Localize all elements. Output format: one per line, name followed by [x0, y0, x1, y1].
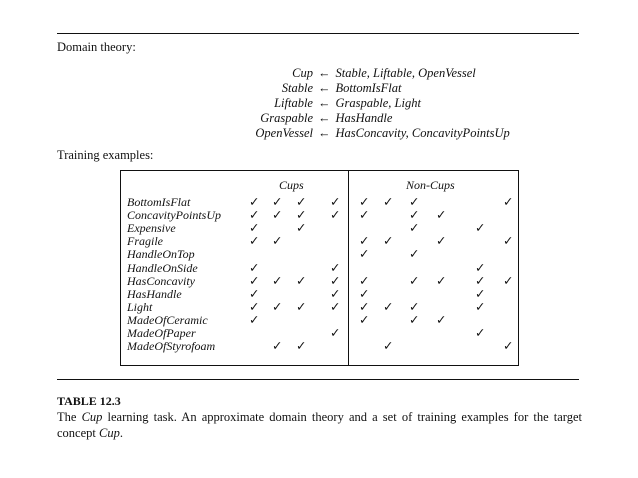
noncup-check-icon: ✓ [359, 246, 370, 262]
attribute-label: Expensive [127, 221, 176, 236]
noncup-check-icon: ✓ [383, 233, 394, 249]
caption-title: TABLE 12.3 [57, 394, 121, 408]
noncup-check-icon: ✓ [359, 272, 370, 288]
noncup-check-icon: ✓ [475, 220, 486, 236]
noncup-check-icon: ✓ [359, 207, 370, 223]
cup-check-icon: ✓ [296, 298, 307, 314]
cup-check-icon: ✓ [272, 233, 283, 249]
cup-check-icon: ✓ [296, 207, 307, 223]
cup-check-icon: ✓ [296, 194, 307, 209]
attribute-label: HasConcavity [127, 273, 195, 288]
theory-rule [150, 126, 570, 141]
theory-rule [150, 81, 570, 96]
noncup-check-icon: ✓ [409, 207, 420, 223]
caption-cup-term: Cup [81, 410, 103, 424]
caption-text [57, 409, 582, 441]
domain-theory-rules [150, 66, 570, 141]
cup-check-icon: ✓ [330, 298, 341, 314]
left-arrow-icon: ← [318, 111, 331, 125]
attribute-label: MadeOfPaper [127, 326, 196, 340]
noncup-check-icon: ✓ [503, 338, 514, 354]
cup-check-icon: ✓ [249, 285, 260, 301]
rule-head: Cup [292, 66, 313, 80]
noncups-header: Non-Cups [406, 178, 455, 192]
noncup-check-icon: ✓ [436, 272, 447, 288]
noncup-check-icon: ✓ [409, 272, 420, 288]
noncup-check-icon: ✓ [359, 285, 370, 301]
rule-head: OpenVessel [255, 126, 313, 140]
noncup-check-icon: ✓ [503, 272, 514, 288]
cup-check-icon: ✓ [249, 220, 260, 236]
noncup-check-icon: ✓ [475, 259, 486, 275]
theory-rule [150, 66, 570, 81]
cup-check-icon: ✓ [272, 194, 283, 209]
cup-check-icon: ✓ [249, 194, 260, 209]
rule-head: Graspable [260, 111, 313, 125]
cup-check-icon: ✓ [330, 207, 341, 223]
noncup-check-icon: ✓ [359, 298, 370, 314]
noncup-check-icon: ✓ [436, 207, 447, 223]
noncup-check-icon: ✓ [359, 311, 370, 327]
rule-head: Liftable [274, 96, 313, 110]
rule-head: Stable [281, 81, 313, 95]
attribute-label: HandleOnTop [127, 247, 195, 262]
theory-rule [150, 96, 570, 111]
attribute-label: Light [127, 299, 153, 314]
attribute-label: HandleOnSide [127, 260, 198, 275]
attribute-label: MadeOfStyrofoam [127, 339, 216, 354]
cup-check-icon: ✓ [272, 272, 283, 288]
cup-check-icon: ✓ [249, 298, 260, 314]
rule-body: BottomIsFlat [335, 81, 402, 95]
noncup-check-icon: ✓ [475, 298, 486, 314]
noncup-check-icon: ✓ [383, 338, 394, 354]
noncup-check-icon: ✓ [383, 194, 394, 209]
noncup-check-icon: ✓ [409, 220, 420, 236]
cup-check-icon: ✓ [330, 259, 341, 275]
cup-check-icon: ✓ [296, 272, 307, 288]
attribute-label: HasHandle [127, 286, 182, 301]
cups-header: Cups [279, 178, 304, 192]
caption-text-c: . [119, 426, 123, 440]
cup-check-icon: ✓ [330, 272, 341, 288]
noncup-check-icon: ✓ [409, 311, 420, 327]
cup-check-icon: ✓ [296, 338, 307, 354]
rule-body: HasHandle [335, 111, 393, 125]
cup-check-icon: ✓ [296, 220, 307, 236]
noncup-check-icon: ✓ [436, 233, 447, 249]
rule-body: Stable, Liftable, OpenVessel [335, 66, 476, 80]
rule-body: HasConcavity, ConcavityPointsUp [335, 126, 510, 140]
cup-check-icon: ✓ [249, 272, 260, 288]
caption-text-b: learning task. An approximate domain theory and a set of training examples for the target concept [57, 410, 582, 440]
noncup-check-icon: ✓ [503, 194, 514, 209]
noncup-check-icon: ✓ [503, 233, 514, 249]
noncup-check-icon: ✓ [359, 233, 370, 249]
noncup-check-icon: ✓ [359, 194, 370, 209]
attribute-label: ConcavityPointsUp [127, 208, 221, 223]
rule-body: Graspable, Light [335, 96, 421, 110]
noncup-check-icon: ✓ [409, 298, 420, 314]
bottom-rule [57, 379, 579, 380]
noncup-check-icon: ✓ [383, 298, 394, 314]
left-arrow-icon: ← [318, 126, 331, 140]
caption-cup-term-2: Cup [99, 426, 120, 440]
domain-theory-label: Domain theory: [57, 40, 136, 54]
noncup-check-icon: ✓ [409, 194, 420, 209]
cup-check-icon: ✓ [249, 259, 260, 275]
cup-check-icon: ✓ [249, 207, 260, 223]
attribute-label: MadeOfCeramic [127, 312, 208, 327]
attribute-label: BottomIsFlat [127, 195, 191, 209]
noncup-check-icon: ✓ [475, 285, 486, 301]
left-arrow-icon: ← [318, 81, 331, 95]
attribute-label: Fragile [127, 234, 163, 249]
cup-check-icon: ✓ [249, 311, 260, 327]
cup-check-icon: ✓ [330, 285, 341, 301]
noncup-check-icon: ✓ [475, 325, 486, 340]
noncup-check-icon: ✓ [409, 246, 420, 262]
top-rule [57, 33, 579, 34]
table-divider [348, 170, 349, 366]
cup-check-icon: ✓ [330, 194, 341, 209]
left-arrow-icon: ← [318, 66, 331, 80]
training-examples-label: Training examples: [57, 148, 154, 162]
cup-check-icon: ✓ [272, 298, 283, 314]
left-arrow-icon: ← [318, 96, 331, 110]
cup-check-icon: ✓ [272, 338, 283, 354]
cup-check-icon: ✓ [272, 207, 283, 223]
caption-text-a: The [57, 410, 82, 424]
cup-check-icon: ✓ [249, 233, 260, 249]
noncup-check-icon: ✓ [436, 311, 447, 327]
cup-check-icon: ✓ [330, 325, 341, 340]
theory-rule [150, 111, 570, 126]
noncup-check-icon: ✓ [475, 272, 486, 288]
